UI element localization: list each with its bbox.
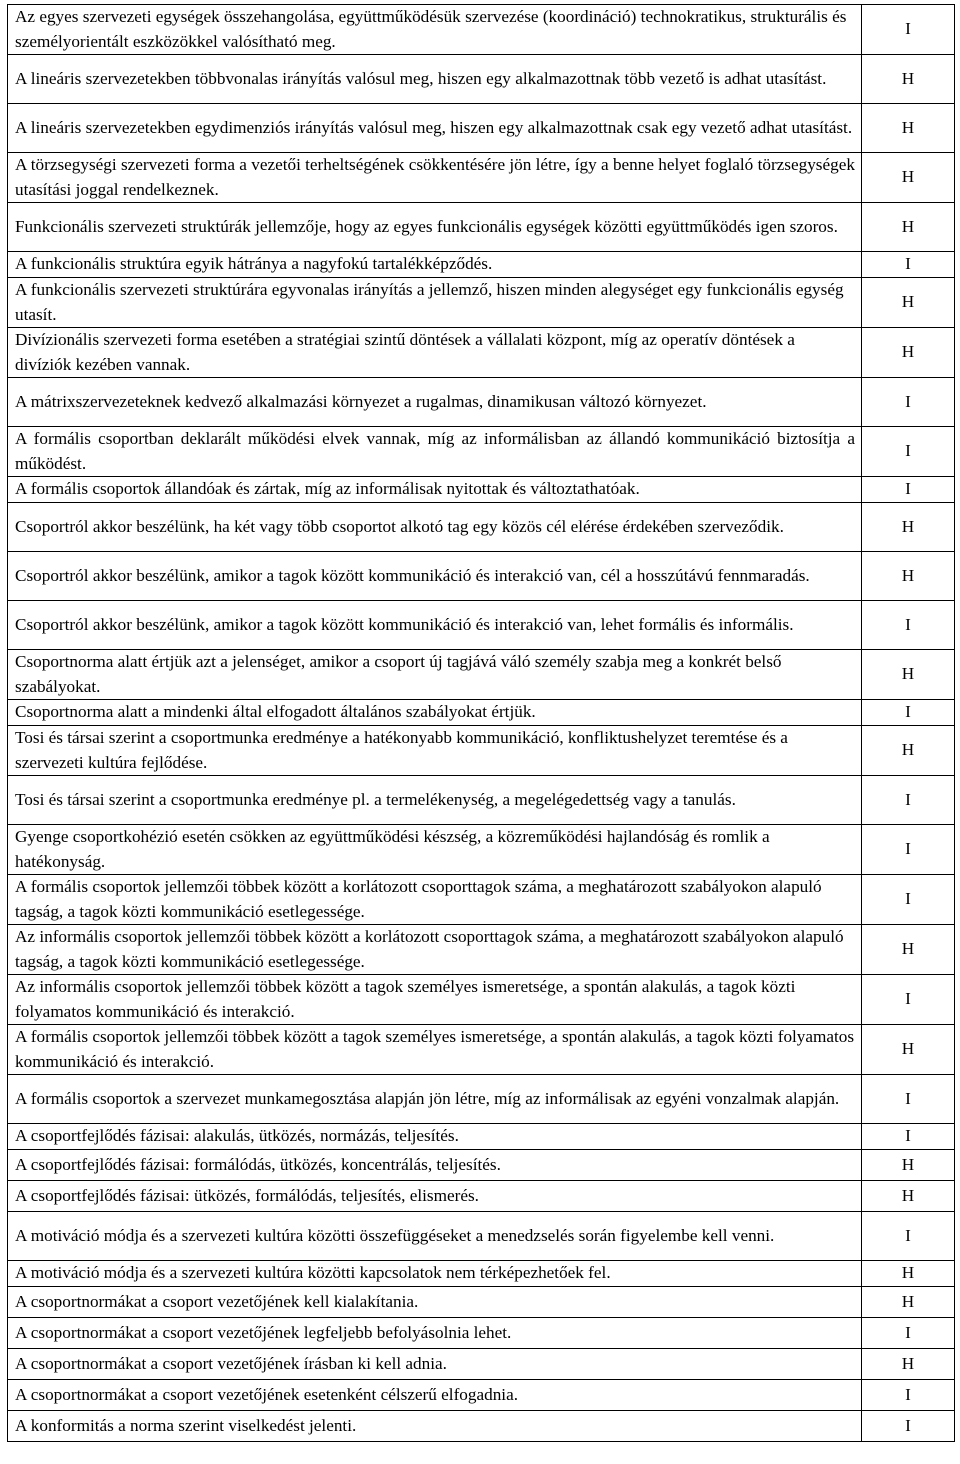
- statement-cell: Csoportnorma alatt értjük azt a jelenséget, amikor a csoport új tagjává váló személy szabja meg a konkrét belső szabályokat.: [8, 650, 862, 700]
- answer-cell: I: [862, 427, 955, 477]
- table-row: [8, 328, 955, 378]
- answer-cell: H: [862, 203, 955, 252]
- table-row: [8, 1124, 955, 1150]
- table-row: [8, 875, 955, 925]
- table-row: [8, 278, 955, 328]
- answer-cell: H: [862, 726, 955, 776]
- answer-cell: I: [862, 1380, 955, 1411]
- answer-cell: H: [862, 1025, 955, 1075]
- statement-cell: A csoportnormákat a csoport vezetőjének legfeljebb befolyásolnia lehet.: [8, 1318, 862, 1349]
- answer-cell: H: [862, 1287, 955, 1318]
- table-row: [8, 552, 955, 601]
- statement-cell: A lineáris szervezetekben egydimenziós irányítás valósul meg, hiszen egy alkalmazottnak csak egy vezető adhat utasítást.: [8, 104, 862, 153]
- table-row: [8, 776, 955, 825]
- answer-cell: H: [862, 153, 955, 203]
- table-row: [8, 1212, 955, 1261]
- statement-cell: Az informális csoportok jellemzői többek között a korlátozott csoporttagok száma, a meghatározott szabályokon alapuló tagság, a tagok közti kommunikáció esetlegessége.: [8, 925, 862, 975]
- answer-cell: H: [862, 650, 955, 700]
- answer-cell: I: [862, 252, 955, 278]
- statement-cell: A funkcionális struktúra egyik hátránya a nagyfokú tartalékképződés.: [8, 252, 862, 278]
- answer-cell: H: [862, 278, 955, 328]
- answer-cell: I: [862, 700, 955, 726]
- statement-cell: A formális csoportok állandóak és zártak, míg az informálisak nyitottak és változtathatóak.: [8, 477, 862, 503]
- table-row: [8, 378, 955, 427]
- statement-cell: Az informális csoportok jellemzői többek között a tagok személyes ismeretsége, a spontán alakulás, a tagok közti folyamatos kommunikáció és interakció.: [8, 975, 862, 1025]
- answer-cell: H: [862, 1150, 955, 1181]
- statement-cell: A funkcionális szervezeti struktúrára egyvonalas irányítás a jellemző, hiszen minden alegységet egy funkcionális egység utasít.: [8, 278, 862, 328]
- answer-cell: I: [862, 601, 955, 650]
- table-row: [8, 477, 955, 503]
- table-row: [8, 252, 955, 278]
- statement-cell: A mátrixszervezeteknek kedvező alkalmazási környezet a rugalmas, dinamikusan változó környezet.: [8, 378, 862, 427]
- table-row: [8, 503, 955, 552]
- answer-cell: H: [862, 1261, 955, 1287]
- answer-cell: I: [862, 1212, 955, 1261]
- statement-cell: Csoportnorma alatt a mindenki által elfogadott általános szabályokat értjük.: [8, 700, 862, 726]
- statement-cell: Tosi és társai szerint a csoportmunka eredménye pl. a termelékenység, a megelégedettség vagy a tanulás.: [8, 776, 862, 825]
- table-row: [8, 1075, 955, 1124]
- statement-cell: A csoportnormákat a csoport vezetőjének kell kialakítania.: [8, 1287, 862, 1318]
- answer-cell: H: [862, 1181, 955, 1212]
- statement-cell: A motiváció módja és a szervezeti kultúra közötti kapcsolatok nem térképezhetőek fel.: [8, 1261, 862, 1287]
- statement-cell: A konformitás a norma szerint viselkedést jelenti.: [8, 1411, 862, 1442]
- answer-cell: I: [862, 477, 955, 503]
- answer-cell: H: [862, 503, 955, 552]
- table-row: [8, 1411, 955, 1442]
- statement-cell: Csoportról akkor beszélünk, amikor a tagok között kommunikáció és interakció van, cél a hosszútávú fennmaradás.: [8, 552, 862, 601]
- answer-cell: I: [862, 1124, 955, 1150]
- answer-cell: H: [862, 1349, 955, 1380]
- table-row: [8, 1025, 955, 1075]
- statement-cell: A csoportfejlődés fázisai: alakulás, ütközés, normázás, teljesítés.: [8, 1124, 862, 1150]
- table-row: [8, 203, 955, 252]
- statement-cell: Csoportról akkor beszélünk, amikor a tagok között kommunikáció és interakció van, lehet formális és informális.: [8, 601, 862, 650]
- statement-cell: A formális csoportban deklarált működési elvek vannak, míg az informálisban az állandó kommunikáció biztosítja a működést.: [8, 427, 862, 477]
- statement-cell: Az egyes szervezeti egységek összehangolása, együttműködésük szervezése (koordináció) technokratikus, strukturális és személyorientált eszközökkel valósítható meg.: [8, 5, 862, 55]
- answer-cell: H: [862, 925, 955, 975]
- table-row: [8, 1150, 955, 1181]
- answer-cell: H: [862, 328, 955, 378]
- statement-cell: Funkcionális szervezeti struktúrák jellemzője, hogy az egyes funkcionális egységek közötti együttműködés igen szoros.: [8, 203, 862, 252]
- statement-cell: Tosi és társai szerint a csoportmunka eredménye a hatékonyabb kommunikáció, konfliktushelyzet teremtése és a szervezeti kultúra fejlődése.: [8, 726, 862, 776]
- statement-cell: Csoportról akkor beszélünk, ha két vagy több csoportot alkotó tag egy közös cél elérése érdekében szerveződik.: [8, 503, 862, 552]
- table-row: [8, 1261, 955, 1287]
- answer-cell: H: [862, 55, 955, 104]
- answer-cell: I: [862, 1411, 955, 1442]
- answer-cell: I: [862, 825, 955, 875]
- answer-cell: I: [862, 1075, 955, 1124]
- statement-cell: A csoportnormákat a csoport vezetőjének írásban ki kell adnia.: [8, 1349, 862, 1380]
- table-row: [8, 5, 955, 55]
- table-row: [8, 55, 955, 104]
- table-row: [8, 601, 955, 650]
- answer-cell: H: [862, 552, 955, 601]
- table-row: [8, 975, 955, 1025]
- answer-cell: I: [862, 378, 955, 427]
- table-row: [8, 1380, 955, 1411]
- answer-cell: I: [862, 875, 955, 925]
- answer-cell: I: [862, 1318, 955, 1349]
- table-row: [8, 1181, 955, 1212]
- statement-cell: A motiváció módja és a szervezeti kultúra közötti összefüggéseket a menedzselés során figyelembe kell venni.: [8, 1212, 862, 1261]
- table-row: [8, 825, 955, 875]
- table-row: [8, 1318, 955, 1349]
- statement-cell: Divízionális szervezeti forma esetében a stratégiai szintű döntések a vállalati központ, míg az operatív döntések a divíziók kezében vannak.: [8, 328, 862, 378]
- answer-cell: I: [862, 776, 955, 825]
- statement-cell: A lineáris szervezetekben többvonalas irányítás valósul meg, hiszen egy alkalmazottnak több vezető is adhat utasítást.: [8, 55, 862, 104]
- true-false-table: [7, 4, 955, 1442]
- table-body: [8, 5, 955, 1442]
- answer-cell: I: [862, 5, 955, 55]
- statement-cell: A csoportfejlődés fázisai: ütközés, formálódás, teljesítés, elismerés.: [8, 1181, 862, 1212]
- answer-cell: I: [862, 975, 955, 1025]
- table-row: [8, 153, 955, 203]
- statement-cell: A törzsegységi szervezeti forma a vezetői terheltségének csökkentésére jön létre, így a benne helyet foglaló törzsegységek utasítási joggal rendelkeznek.: [8, 153, 862, 203]
- statement-cell: A formális csoportok jellemzői többek között a korlátozott csoporttagok száma, a meghatározott szabályokon alapuló tagság, a tagok közti kommunikáció esetlegessége.: [8, 875, 862, 925]
- statement-cell: A formális csoportok a szervezet munkamegosztása alapján jön létre, míg az informálisak az egyéni vonzalmak alapján.: [8, 1075, 862, 1124]
- statement-cell: Gyenge csoportkohézió esetén csökken az együttműködési készség, a közreműködési hajlandóság és romlik a hatékonyság.: [8, 825, 862, 875]
- answer-cell: H: [862, 104, 955, 153]
- table-row: [8, 104, 955, 153]
- statement-cell: A csoportnormákat a csoport vezetőjének esetenként célszerű elfogadnia.: [8, 1380, 862, 1411]
- statement-cell: A formális csoportok jellemzői többek között a tagok személyes ismeretsége, a spontán alakulás, a tagok közti folyamatos kommunikáció és interakció.: [8, 1025, 862, 1075]
- table-row: [8, 650, 955, 700]
- table-row: [8, 700, 955, 726]
- table-row: [8, 1349, 955, 1380]
- table-row: [8, 925, 955, 975]
- statement-cell: A csoportfejlődés fázisai: formálódás, ütközés, koncentrálás, teljesítés.: [8, 1150, 862, 1181]
- table-row: [8, 427, 955, 477]
- table-row: [8, 1287, 955, 1318]
- table-row: [8, 726, 955, 776]
